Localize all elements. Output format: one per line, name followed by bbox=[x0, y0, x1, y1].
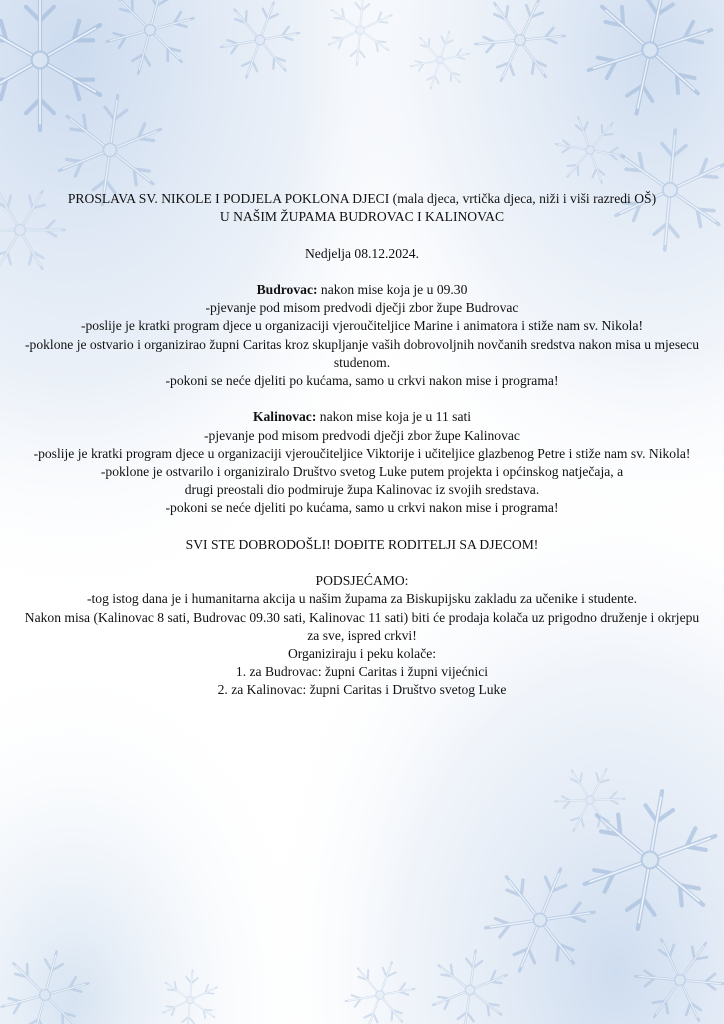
reminder-line-3: Organiziraju i peku kolače: bbox=[287, 646, 437, 661]
kalinovac-item: -pokoni se neće djeliti po kućama, samo u crkvi nakon mise i programa! bbox=[165, 500, 559, 516]
budrovac-label: Budrovac: bbox=[256, 281, 318, 297]
budrovac-time: nakon mise koja je u 09.30 bbox=[317, 281, 468, 297]
budrovac-item: -pjevanje pod misom predvodi dječji zbor župe Budrovac bbox=[205, 300, 519, 316]
reminder-line-2: Nakon misa (Kalinovac 8 sati, Budrovac 09.30 sati, Kalinovac 11 sati) biti će prodaja kolača uz prigodno druženje i okrjepu za sve, ispred crkvi! bbox=[24, 609, 700, 643]
kalinovac-item: -poslije je kratki program djece u organizaciji vjeroučiteljice Viktorije i učiteljice glazbenog Petre i stiže nam sv. Nikola! bbox=[33, 445, 691, 461]
reminder-list-item: 2. za Kalinovac: župni Caritas i Društvo svetog Luke bbox=[217, 682, 507, 698]
kalinovac-item: -pjevanje pod misom predvodi dječji zbor župe Kalinovac bbox=[204, 427, 520, 443]
flyer-content bbox=[0, 190, 724, 700]
kalinovac-heading bbox=[0, 408, 724, 426]
welcome-message: SVI STE DOBRODOŠLI! DOĐITE RODITELJI SA DJECOM! bbox=[185, 536, 539, 552]
header-line-2: U NAŠIM ŽUPAMA BUDROVAC I KALINOVAC bbox=[219, 209, 505, 225]
budrovac-item: -poslije je kratki program djece u organizaciji vjeroučiteljice Marine i animatora i stiže nam sv. Nikola! bbox=[80, 318, 644, 334]
reminder-list-item: 1. za Budrovac: župni Caritas i župni vijećnici bbox=[235, 664, 489, 680]
budrovac-item: -poklone je ostvario i organizirao župni Caritas kroz skupljanje vaših dobrovoljnih novčanih sredstva nakon misa u mjesecu studenom. bbox=[25, 336, 699, 370]
event-date: Nedjelja 08.12.2024. bbox=[304, 245, 419, 261]
reminder-line-1: -tog istog dana je i humanitarna akcija u našim župama za Biskupijsku zakladu za učenike i studente. bbox=[87, 591, 637, 607]
budrovac-item: -pokoni se neće djeliti po kućama, samo u crkvi nakon mise i programa! bbox=[165, 373, 559, 388]
kalinovac-label: Kalinovac: bbox=[252, 409, 317, 425]
reminder-title: PODSJEĆAMO: bbox=[315, 573, 409, 589]
header-line-1: PROSLAVA SV. NIKOLE I PODJELA POKLONA DJECI (mala djeca, vrtička djeca, niži i viši razredi OŠ) bbox=[67, 191, 657, 206]
kalinovac-item: -poklone je ostvarilo i organiziralo Društvo svetog Luke putem projekta i općinskog natječaja, a drugi preostali dio podmiruje župa Kalinovac iz svojih sredstava. bbox=[100, 464, 624, 498]
kalinovac-time: nakon mise koja je u 11 sati bbox=[316, 409, 472, 425]
budrovac-heading bbox=[0, 281, 724, 299]
